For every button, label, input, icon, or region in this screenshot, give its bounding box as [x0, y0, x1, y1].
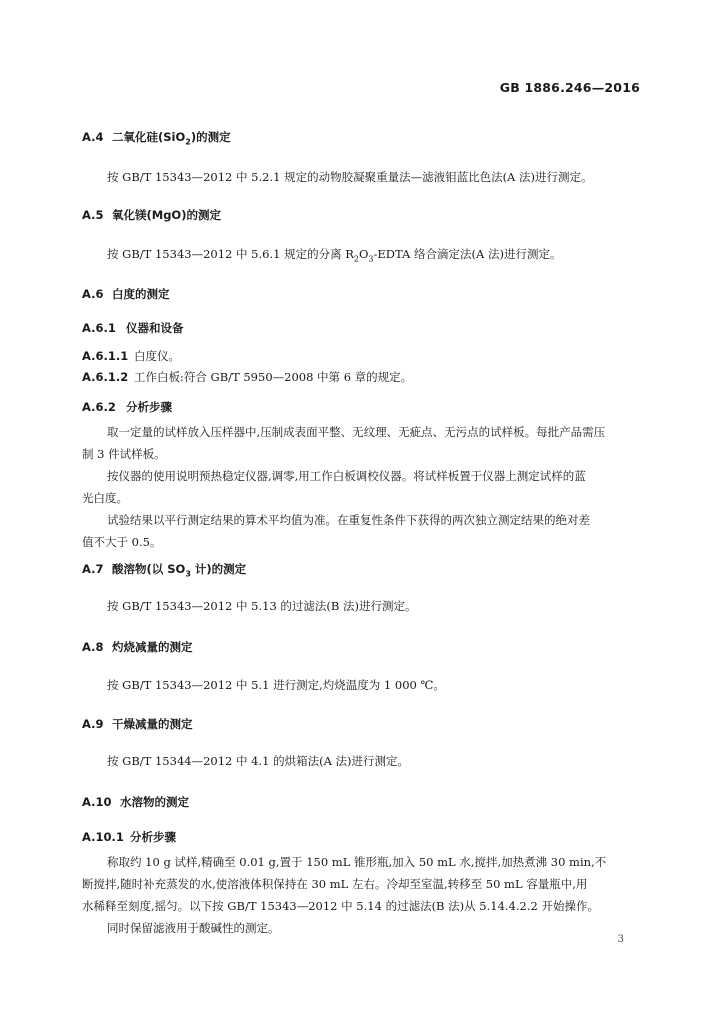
- section-number: A.8: [82, 640, 104, 654]
- standard-code-header: GB 1886.246—2016: [499, 80, 640, 95]
- section-title: 灼烧减量的测定: [112, 640, 193, 654]
- section-number: A.6.2: [82, 400, 116, 414]
- paragraph-line: 制 3 件试样板。: [82, 447, 166, 461]
- paragraph-line: 试验结果以平行测定结果的算术平均值为准。在重复性条件下获得的两次独立测定结果的绝对差: [107, 513, 590, 527]
- item-a6-1-2: [82, 369, 412, 385]
- section-a7-body: 按 GB/T 15343—2012 中 5.13 的过滤法(B 法)进行测定。: [107, 599, 417, 613]
- paragraph-line: 称取约 10 g 试样,精确至 0.01 g,置于 150 mL 锥形瓶,加入 50 mL 水,搅拌,加热煮沸 30 min,不: [107, 855, 607, 869]
- section-number: A.6: [82, 287, 104, 301]
- section-a10-1-body: [82, 851, 644, 939]
- section-a6-2-heading: [82, 399, 172, 415]
- item-number: A.6.1.2: [82, 370, 129, 384]
- section-title: 分析步骤: [126, 400, 172, 414]
- section-a6-2-body: [82, 421, 644, 553]
- section-a10-heading: [82, 794, 189, 810]
- section-a6-heading: [82, 286, 170, 302]
- section-title: 氧化镁(MgO)的测定: [112, 208, 221, 222]
- paragraph-line: 按仪器的使用说明预热稳定仪器,调零,用工作白板调校仪器。将试样板置于仪器上测定试样的蓝: [107, 469, 586, 483]
- paragraph-line: 取一定量的试样放入压样器中,压制成表面平整、无纹理、无疵点、无污点的试样板。每批产品需压: [107, 425, 606, 439]
- section-title: 分析步骤: [130, 830, 176, 844]
- section-number: A.10.1: [82, 830, 124, 844]
- page-number: 3: [617, 934, 624, 945]
- section-number: A.9: [82, 717, 104, 731]
- section-a7-heading: [82, 561, 246, 578]
- item-a6-1-1: [82, 348, 180, 364]
- section-title: 二氧化硅(SiO$_2$)的测定: [112, 130, 231, 147]
- section-number: A.10: [82, 795, 112, 809]
- section-a9-heading: [82, 716, 193, 732]
- section-a8-heading: [82, 639, 193, 655]
- section-title: 酸溶物(以 $SO_3$ 计)的测定: [112, 562, 247, 579]
- section-a4-body: 按 GB/T 15343—2012 中 5.2.1 规定的动物胶凝聚重量法—滤液钼蓝比色法(A 法)进行测定。: [107, 170, 593, 184]
- paragraph-line: 光白度。: [82, 491, 128, 505]
- item-text: 白度仪。: [134, 349, 180, 363]
- section-title: 白度的测定: [112, 287, 170, 301]
- section-a8-body: 按 GB/T 15343—2012 中 5.1 进行测定,灼烧温度为 1 000 ℃。: [107, 678, 445, 692]
- section-a4-heading: [82, 129, 231, 146]
- item-number: A.6.1.1: [82, 349, 129, 363]
- section-a9-body: 按 GB/T 15344—2012 中 4.1 的烘箱法(A 法)进行测定。: [107, 754, 410, 768]
- section-number: A.5: [82, 208, 104, 222]
- section-number: A.7: [82, 562, 104, 576]
- section-number: A.4: [82, 130, 104, 144]
- section-title: 仪器和设备: [126, 321, 184, 335]
- section-a6-1-heading: [82, 320, 184, 336]
- paragraph-line: 断搅拌,随时补充蒸发的水,使溶液体积保持在 30 mL 左右。冷却至室温,转移至 50 mL 容量瓶中,用: [82, 877, 588, 891]
- section-title: 水溶物的测定: [120, 795, 189, 809]
- paragraph-line: 水稀释至刻度,摇匀。以下按 GB/T 15343—2012 中 5.14 的过滤法(B 法)从 5.14.4.2.2 开始操作。: [82, 899, 599, 913]
- section-number: A.6.1: [82, 321, 116, 335]
- section-a5-heading: [82, 207, 221, 223]
- paragraph-line: 同时保留滤液用于酸碱性的测定。: [107, 921, 280, 935]
- section-a10-1-heading: [82, 829, 176, 845]
- section-title: 干燥减量的测定: [112, 717, 193, 731]
- section-a5-body: 按 GB/T 15343—2012 中 5.6.1 规定的分离 $R_2O_3$-EDTA 络合滴定法(A 法)进行测定。: [107, 247, 562, 264]
- paragraph-line: 值不大于 0.5。: [82, 535, 162, 549]
- item-text: 工作白板:符合 GB/T 5950—2008 中第 6 章的规定。: [134, 370, 413, 384]
